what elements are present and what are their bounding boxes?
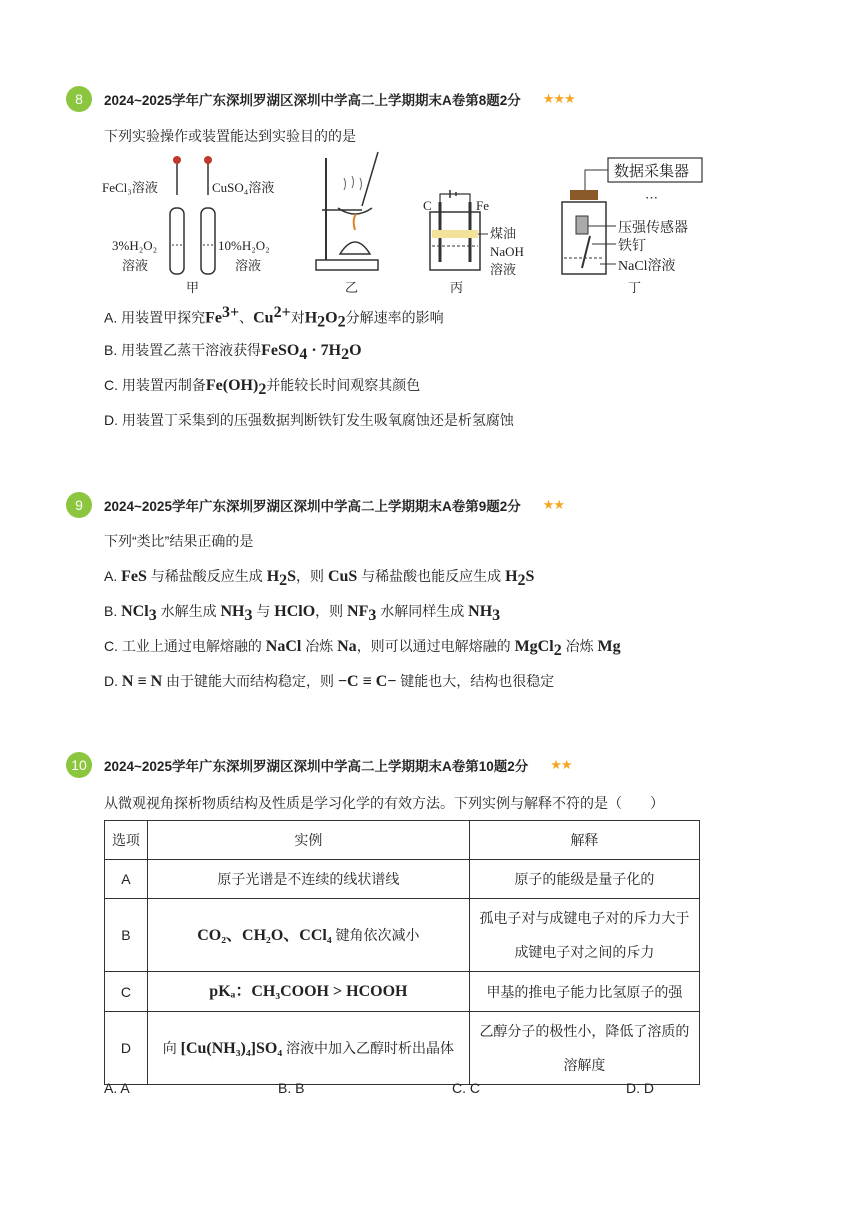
caption-jia: 甲 bbox=[186, 280, 200, 295]
label-3-h2o2: 3%H₂O₂ bbox=[112, 238, 158, 253]
label-data-collector: 数据采集器 bbox=[614, 164, 690, 180]
iron-nail-icon bbox=[582, 236, 590, 268]
option-b[interactable]: B. 用装置乙蒸干溶液获得FeSO$_4$ · $7H_2O$ bbox=[104, 342, 362, 363]
label-cuso4: CuSO₄溶液 bbox=[212, 180, 275, 195]
option-a[interactable]: A. FeS 与稀盐酸反应生成 $H_2S$，则 CuS 与稀盐酸也能反应生成 $H_2S$ bbox=[104, 568, 535, 589]
label-solution: 溶液 bbox=[122, 258, 149, 273]
question-title: 2024~2025学年广东深圳罗湖区深圳中学高二上学期期末A卷第9题2分 bbox=[104, 499, 521, 514]
table-cell-reason: 孤电子对与成键电子对的斥力大于成键电子对之间的斥力 bbox=[469, 899, 699, 972]
evaporating-dish-icon bbox=[338, 208, 372, 214]
question-number-badge: 10 bbox=[66, 752, 92, 778]
option-c[interactable]: C. 用装置丙制备$Fe(OH)_2$并能较长时间观察其颜色 bbox=[104, 377, 421, 398]
caption-bing: 丙 bbox=[450, 280, 464, 295]
table-row bbox=[105, 899, 700, 972]
option-a[interactable]: A. 用装置甲探究$Fe^{3+}$、$Cu^{2+}$对$H_2O_2$分解速率的影响 bbox=[104, 304, 444, 331]
table-cell-example: 向 [Cu(NH₃)₄]SO₄ 溶液中加入乙醇时析出晶体 bbox=[147, 1012, 469, 1085]
answer-option-b[interactable]: B. B bbox=[278, 1080, 305, 1096]
difficulty-stars: ★★ bbox=[550, 757, 572, 772]
apparatus-yi bbox=[316, 152, 378, 295]
q8-header bbox=[66, 86, 575, 112]
answer-option-a[interactable]: A. A bbox=[104, 1080, 130, 1096]
table-row bbox=[105, 860, 700, 899]
table-cell-option: A bbox=[105, 860, 148, 899]
question-stem: 下列“类比”结果正确的是 bbox=[104, 533, 254, 549]
apparatus-bing bbox=[423, 190, 524, 295]
dropper-bulb-icon bbox=[173, 156, 181, 164]
q9-header bbox=[66, 492, 564, 518]
test-tube-icon bbox=[201, 208, 215, 274]
table-header: 解释 bbox=[469, 821, 699, 860]
question-stem: 下列实验操作或装置能达到实验目的的是 bbox=[104, 128, 356, 144]
table-cell-option: D bbox=[105, 1012, 148, 1085]
table-cell-option: C bbox=[105, 972, 148, 1012]
label-c: C bbox=[423, 198, 432, 213]
table-header: 选项 bbox=[105, 821, 148, 860]
label-naoh: NaOH bbox=[490, 244, 524, 259]
test-tube-icon bbox=[170, 208, 184, 274]
label-solution: 溶液 bbox=[490, 262, 517, 277]
table-row bbox=[105, 972, 700, 1012]
table-cell-example: 原子光谱是不连续的线状谱线 bbox=[147, 860, 469, 899]
label-fecl3: FeCl₃溶液 bbox=[102, 180, 158, 195]
apparatus-jia bbox=[102, 156, 274, 295]
question-number-badge: 8 bbox=[66, 86, 92, 112]
answer-option-d[interactable]: D. D bbox=[626, 1080, 654, 1096]
label-10-h2o2: 10%H₂O₂ bbox=[218, 238, 270, 253]
question-stem: 从微观视角探析物质结构及性质是学习化学的有效方法。下列实例与解释不符的是（ ） bbox=[104, 795, 664, 811]
table-cell-example: CO₂、CH₂O、CCl₄ 键角依次减小 bbox=[147, 899, 469, 972]
difficulty-stars: ★★★ bbox=[542, 91, 575, 106]
apparatus-ding bbox=[562, 158, 702, 295]
difficulty-stars: ★★ bbox=[542, 497, 565, 512]
answer-option-c[interactable]: C. C bbox=[452, 1080, 480, 1096]
label-solution: 溶液 bbox=[235, 258, 262, 273]
table-cell-option: B bbox=[105, 899, 148, 972]
option-b[interactable]: B. NCl$_3$ 水解生成 $NH_3$ 与 HClO，则 $NF_3$ 水解同样生成 $NH_3$ bbox=[104, 603, 501, 624]
experiment-diagram bbox=[100, 150, 710, 300]
option-c[interactable]: C. 工业上通过电解熔融的 NaCl 冶炼 Na，则可以通过电解熔融的 MgCl$_2$ 冶炼 Mg bbox=[104, 638, 621, 659]
dots: ⋯ bbox=[645, 190, 658, 205]
caption-yi: 乙 bbox=[345, 280, 359, 295]
option-d[interactable]: D. 用装置丁采集到的压强数据判断铁钉发生吸氧腐蚀还是析氢腐蚀 bbox=[104, 412, 514, 428]
glass-rod-icon bbox=[362, 152, 378, 206]
stopper-icon bbox=[570, 190, 598, 200]
dropper-bulb-icon bbox=[204, 156, 212, 164]
flame-icon bbox=[354, 214, 356, 230]
table-row bbox=[105, 1012, 700, 1085]
table-cell-reason: 甲基的推电子能力比氢原子的强 bbox=[469, 972, 699, 1012]
question-title: 2024~2025学年广东深圳罗湖区深圳中学高二上学期期末A卷第10题2分 bbox=[104, 759, 529, 774]
question-number-badge: 9 bbox=[66, 492, 92, 518]
label-iron-nail: 铁钉 bbox=[618, 239, 646, 254]
label-nacl: NaCl溶液 bbox=[618, 259, 676, 274]
alcohol-lamp-icon bbox=[340, 242, 370, 254]
label-fe: Fe bbox=[476, 198, 489, 213]
table-cell-example: pKₐ：CH₃COOH > HCOOH bbox=[147, 972, 469, 1012]
caption-ding: 丁 bbox=[628, 280, 642, 295]
pressure-sensor-icon bbox=[576, 216, 588, 234]
table-header: 实例 bbox=[147, 821, 469, 860]
table-cell-reason: 原子的能级是量子化的 bbox=[469, 860, 699, 899]
comparison-table bbox=[104, 820, 700, 1085]
label-pressure-sensor: 压强传感器 bbox=[618, 221, 688, 236]
table-header-row bbox=[105, 821, 700, 860]
table-cell-reason: 乙醇分子的极性小，降低了溶质的溶解度 bbox=[469, 1012, 699, 1085]
beaker-icon bbox=[430, 212, 480, 270]
q10-header bbox=[66, 752, 572, 778]
label-kerosene: 煤油 bbox=[490, 226, 517, 241]
option-d[interactable]: D. N ≡ N 由于键能大而结构稳定，则 −C ≡ C− 键能也大，结构也很稳定 bbox=[104, 673, 555, 690]
question-title: 2024~2025学年广东深圳罗湖区深圳中学高二上学期期末A卷第8题2分 bbox=[104, 93, 521, 108]
